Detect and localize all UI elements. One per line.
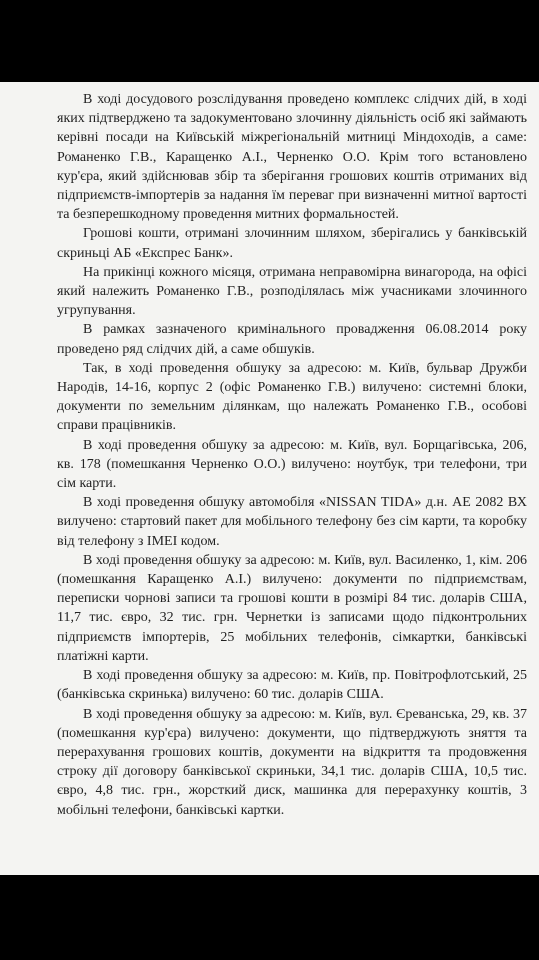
paragraph-bank-box: Грошові кошти, отримані злочинним шляхом, зберігались у банківській скриньці АБ «Експрес Банк». (57, 226, 527, 261)
paragraph-investigation-summary: В ході досудового розслідування проведено комплекс слідчих дій, в ході яких підтверджено та задокументовано злочинну діяльність осіб які займають керівні посади на Київській міжрегіональній митниці Міндоходів, а саме: Романенко Г.В., Каращенко А.І., Черненко О.О. Крім того встановлено кур'єра, який здійснював збір та зберігання грошових коштів отриманих від підприємств-імпортерів за надання їм переваг при визначенні митної вартості та безперешкодному проведення митних формальностей. (57, 92, 527, 223)
document-body (57, 90, 527, 820)
top-black-border (0, 0, 539, 82)
document-page (0, 82, 539, 875)
paragraph-search-vasylenko: В ході проведення обшуку за адресою: м. Київ, вул. Василенко, 1, кім. 206 (помешкання Каращенко А.І.) вилучено: документи по підприємствам, переписки чорнові записи та грошові кошти в розмірі 84 тис. доларів США, 11,7 тис. євро, 32 тис. грн. Чернетки із записами щодо підконтрольних підприємств імпортерів, 25 мобільних телефонів, сімкартки, банківські платіжні карти. (57, 552, 527, 664)
paragraph-monthly-distribution: На прикінці кожного місяця, отримана неправомірна винагорода, на офісі який належить Романенко Г.В., розподілялась між учасниками злочинного угрупування. (57, 264, 527, 319)
paragraph-search-bank-box: В ході проведення обшуку за адресою: м. Київ, пр. Повітрофлотський, 25 (банківська скринька) вилучено: 60 тис. доларів США. (57, 668, 527, 703)
paragraph-search-office: Так, в ході проведення обшуку за адресою: м. Київ, бульвар Дружби Народів, 14-16, корпус 2 (офіс Романенко Г.В.) вилучено: системні блоки, документи по земельним ділянкам, що належать Романенко Г.В., особові справи працівників. (57, 360, 527, 434)
paragraph-searches-intro: В рамках зазначеного кримінального провадження 06.08.2014 року проведено ряд слідчих дій, а саме обшуків. (57, 322, 527, 357)
bottom-black-border (0, 875, 539, 960)
paragraph-search-car: В ході проведення обшуку автомобіля «NISSAN TIDA» д.н. АЕ 2082 ВХ вилучено: стартовий пакет для мобільного телефону без сім карти, та коробку від телефону з IMEI кодом. (57, 495, 527, 549)
paragraph-search-borshchahivska: В ході проведення обшуку за адресою: м. Київ, вул. Борщагівська, 206, кв. 178 (помешкання Черненко О.О.) вилучено: ноутбук, три телефони, три сім карти. (57, 437, 527, 492)
paragraph-search-courier: В ході проведення обшуку за адресою: м. Київ, вул. Єреванська, 29, кв. 37 (помешкання кур'єра) вилучено: документи, що підтверджують зняття та перерахування грошових коштів, документи на відкриття та продовження строку дії договору банківської скриньки, 34,1 тис. доларів США, 10,5 тис. євро, 4,8 тис. грн., жорсткий диск, машинка для перерахунку коштів, 3 мобільні телефони, банківські картки. (57, 706, 527, 818)
